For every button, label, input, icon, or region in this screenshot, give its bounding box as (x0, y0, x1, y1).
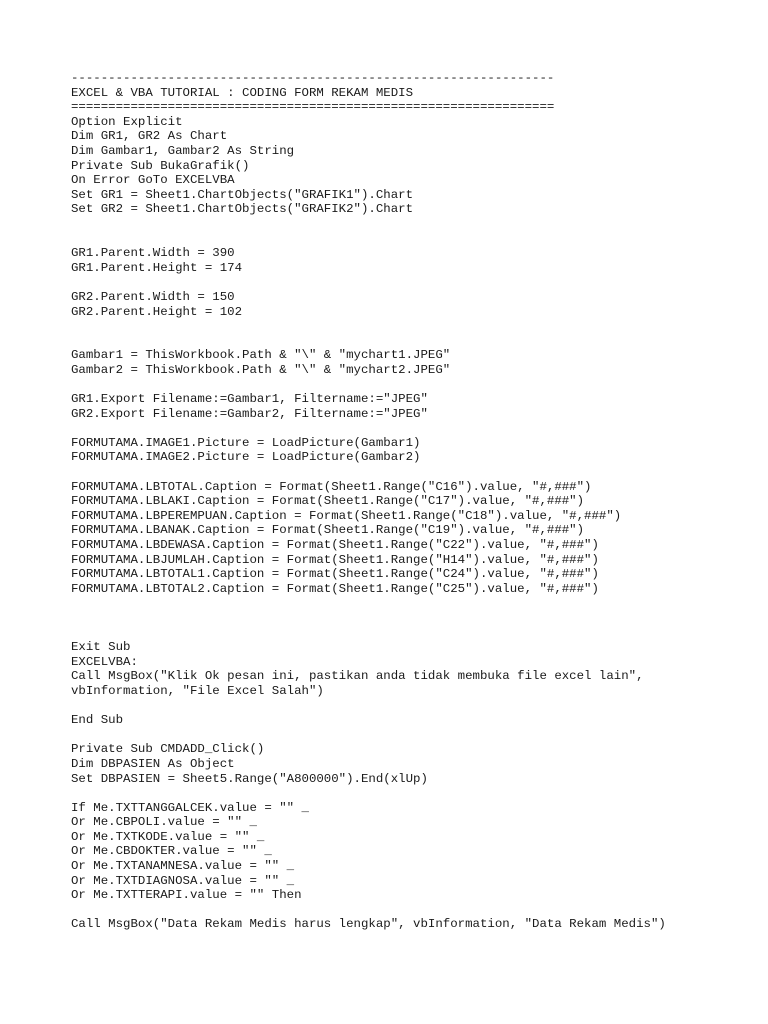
code-line: Option Explicit (71, 114, 183, 129)
blank-line (71, 903, 666, 918)
code-line: FORMUTAMA.LBJUMLAH.Caption = Format(Sheet1.Range("H14").value, "#,###") (71, 552, 599, 567)
code-line: Set GR1 = Sheet1.ChartObjects("GRAFIK1").Chart (71, 187, 414, 202)
code-line: FORMUTAMA.LBANAK.Caption = Format(Sheet1.Range("C19").value, "#,###") (71, 523, 585, 538)
code-line: Set GR2 = Sheet1.ChartObjects("GRAFIK2").Chart (71, 202, 414, 217)
blank-line (71, 699, 666, 714)
code-line: FORMUTAMA.LBTOTAL1.Caption = Format(Sheet1.Range("C24").value, "#,###") (71, 567, 599, 582)
code-line: If Me.TXTTANGGALCEK.value = "" _ (71, 800, 309, 815)
blank-line (71, 377, 666, 392)
code-line: GR1.Parent.Height = 174 (71, 260, 243, 275)
code-line: Or Me.TXTTERAPI.value = "" Then (71, 888, 302, 903)
code-line: Gambar1 = ThisWorkbook.Path & "\" & "mychart1.JPEG" (71, 348, 451, 363)
code-line: FORMUTAMA.LBPEREMPUAN.Caption = Format(Sheet1.Range("C18").value, "#,###") (71, 508, 622, 523)
code-line: Dim GR1, GR2 As Chart (71, 129, 228, 144)
code-line: Or Me.TXTDIAGNOSA.value = "" _ (71, 873, 295, 888)
code-line: FORMUTAMA.LBTOTAL.Caption = Format(Sheet1.Range("C16").value, "#,###") (71, 479, 592, 494)
code-line: On Error GoTo EXCELVBA (71, 173, 235, 188)
code-line: Or Me.TXTANAMNESA.value = "" _ (71, 859, 295, 874)
code-line: Or Me.CBDOKTER.value = "" _ (71, 844, 272, 859)
code-line: GR1.Parent.Width = 390 (71, 246, 235, 261)
blank-line (71, 319, 666, 334)
code-line: Dim Gambar1, Gambar2 As String (71, 143, 295, 158)
blank-line (71, 275, 666, 290)
code-line: vbInformation, "File Excel Salah") (71, 683, 324, 698)
blank-line (71, 421, 666, 436)
code-line: GR2.Parent.Width = 150 (71, 289, 235, 304)
code-line: ----------------------------------------------------------------- (71, 71, 555, 85)
code-line: Call MsgBox("Data Rekam Medis harus lengkap", vbInformation, "Data Rekam Medis") (71, 917, 666, 932)
code-line: GR1.Export Filename:=Gambar1, Filtername:="JPEG" (71, 392, 428, 407)
blank-line (71, 334, 666, 349)
code-line: FORMUTAMA.LBTOTAL2.Caption = Format(Sheet1.Range("C25").value, "#,###") (71, 581, 599, 596)
code-line: Private Sub CMDADD_Click() (71, 742, 265, 757)
blank-line (71, 786, 666, 801)
code-line: End Sub (71, 713, 124, 728)
code-line: EXCELVBA: (71, 654, 138, 669)
blank-line (71, 596, 666, 611)
code-line: FORMUTAMA.LBDEWASA.Caption = Format(Sheet1.Range("C22").value, "#,###") (71, 538, 599, 552)
blank-line (71, 217, 666, 232)
code-line: Gambar2 = ThisWorkbook.Path & "\" & "mychart2.JPEG" (71, 362, 451, 377)
blank-line (71, 728, 666, 743)
code-line: Dim DBPASIEN As Object (71, 756, 235, 771)
code-line: ================================================================= (71, 100, 555, 115)
code-line: Or Me.TXTKODE.value = "" _ (71, 829, 265, 844)
code-line: Exit Sub (71, 640, 131, 655)
code-line: EXCEL & VBA TUTORIAL : CODING FORM REKAM MEDIS (71, 85, 414, 100)
code-line: Set DBPASIEN = Sheet5.Range("A800000").End(xlUp) (71, 771, 428, 786)
code-line: FORMUTAMA.IMAGE2.Picture = LoadPicture(Gambar2) (71, 450, 421, 465)
code-line: GR2.Export Filename:=Gambar2, Filtername:="JPEG" (71, 406, 428, 421)
code-line: Call MsgBox("Klik Ok pesan ini, pastikan anda tidak membuka file excel lain", (71, 669, 644, 684)
blank-line (71, 611, 666, 626)
code-line: FORMUTAMA.LBLAKI.Caption = Format(Sheet1.Range("C17").value, "#,###") (71, 494, 585, 509)
code-line: Or Me.CBPOLI.value = "" _ (71, 815, 257, 830)
code-line: GR2.Parent.Height = 102 (71, 304, 243, 319)
code-line: FORMUTAMA.IMAGE1.Picture = LoadPicture(Gambar1) (71, 435, 421, 450)
blank-line (71, 232, 666, 247)
code-line: Private Sub BukaGrafik() (71, 158, 250, 173)
vba-code-listing (71, 71, 666, 932)
blank-line (71, 465, 666, 480)
blank-line (71, 626, 666, 641)
